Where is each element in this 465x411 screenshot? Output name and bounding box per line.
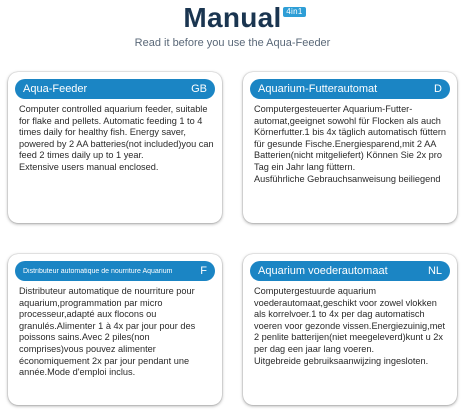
language-code: F xyxy=(200,265,207,277)
card-paragraph: Ausführliche Gebrauchsanweisung beiliegend xyxy=(254,173,441,184)
title-text: Manual xyxy=(183,2,282,33)
card-paragraph: Computer controlled aquarium feeder, suitable for flake and pellets. Automatic feeding 1 to 4 times daily for healthy fish. Energy saver, powered by 2 AA batteries(not included)you can feed 2 times daily up to 1 year. xyxy=(19,104,214,161)
card-paragraph: Uitgebreide gebruiksaanwijzing ingesloten. xyxy=(254,355,429,366)
card-body-dutch xyxy=(254,286,449,367)
page-title xyxy=(183,2,303,34)
card-english xyxy=(8,72,222,223)
card-title: Aqua-Feeder xyxy=(23,83,88,95)
card-dutch xyxy=(243,254,457,405)
card-paragraph: Distributeur automatique de nourriture pour aquarium,programmation par micro processeur,adapté aux flocons ou granulés.Alimenter 1 à 4x par jour pour des poissons sains.Avec 2 piles(non comprises)vous pouvez alimenter économiquement 2x par jour pendant une année.Mode d'emploi inclus. xyxy=(19,286,196,378)
language-code: D xyxy=(434,83,442,95)
card-body-german xyxy=(254,104,449,185)
card-header-german xyxy=(250,79,450,99)
card-header-dutch xyxy=(250,261,450,281)
card-header-english xyxy=(15,79,215,99)
title-badge: 4in1 xyxy=(283,7,305,17)
card-title: Distributeur automatique de nourriture Aquarium xyxy=(23,267,173,275)
title-row xyxy=(0,2,465,34)
card-header-french xyxy=(15,261,215,281)
card-body-french xyxy=(19,286,214,379)
card-paragraph: Computergestuurde aquarium voederautomaat,geschikt voor zowel vlokken als korrelvoer.1 to 4x per dag automatisch voeren voor gezonde vissen.Energiezuinig,met 2 penlite batterijen(niet meegeleverd)kunt u 2x per dag een jaar lang voeren. xyxy=(254,286,446,354)
card-paragraph: Extensive users manual enclosed. xyxy=(19,161,159,172)
card-title: Aquarium voederautomaat xyxy=(258,265,388,277)
card-body-english xyxy=(19,104,214,174)
language-code: NL xyxy=(427,265,442,277)
card-french xyxy=(8,254,222,405)
page-subtitle: Read it before you use the Aqua-Feeder xyxy=(134,37,331,49)
card-paragraph: Computergesteuerter Aquarium-Futter-automat,geeignet sowohl für Flocken als auch Körnerfutter.1 bis 4x täglich automatisch füttern für gesunde Fische.Energiesparend,mit 2 AA Batterien(nicht mitgeliefert) Können Sie 2x pro Tag ein Jahr lang füttern. xyxy=(254,104,447,172)
card-title: Aquarium-Futterautomat xyxy=(258,83,378,95)
language-code: GB xyxy=(191,83,207,95)
card-german xyxy=(243,72,457,223)
